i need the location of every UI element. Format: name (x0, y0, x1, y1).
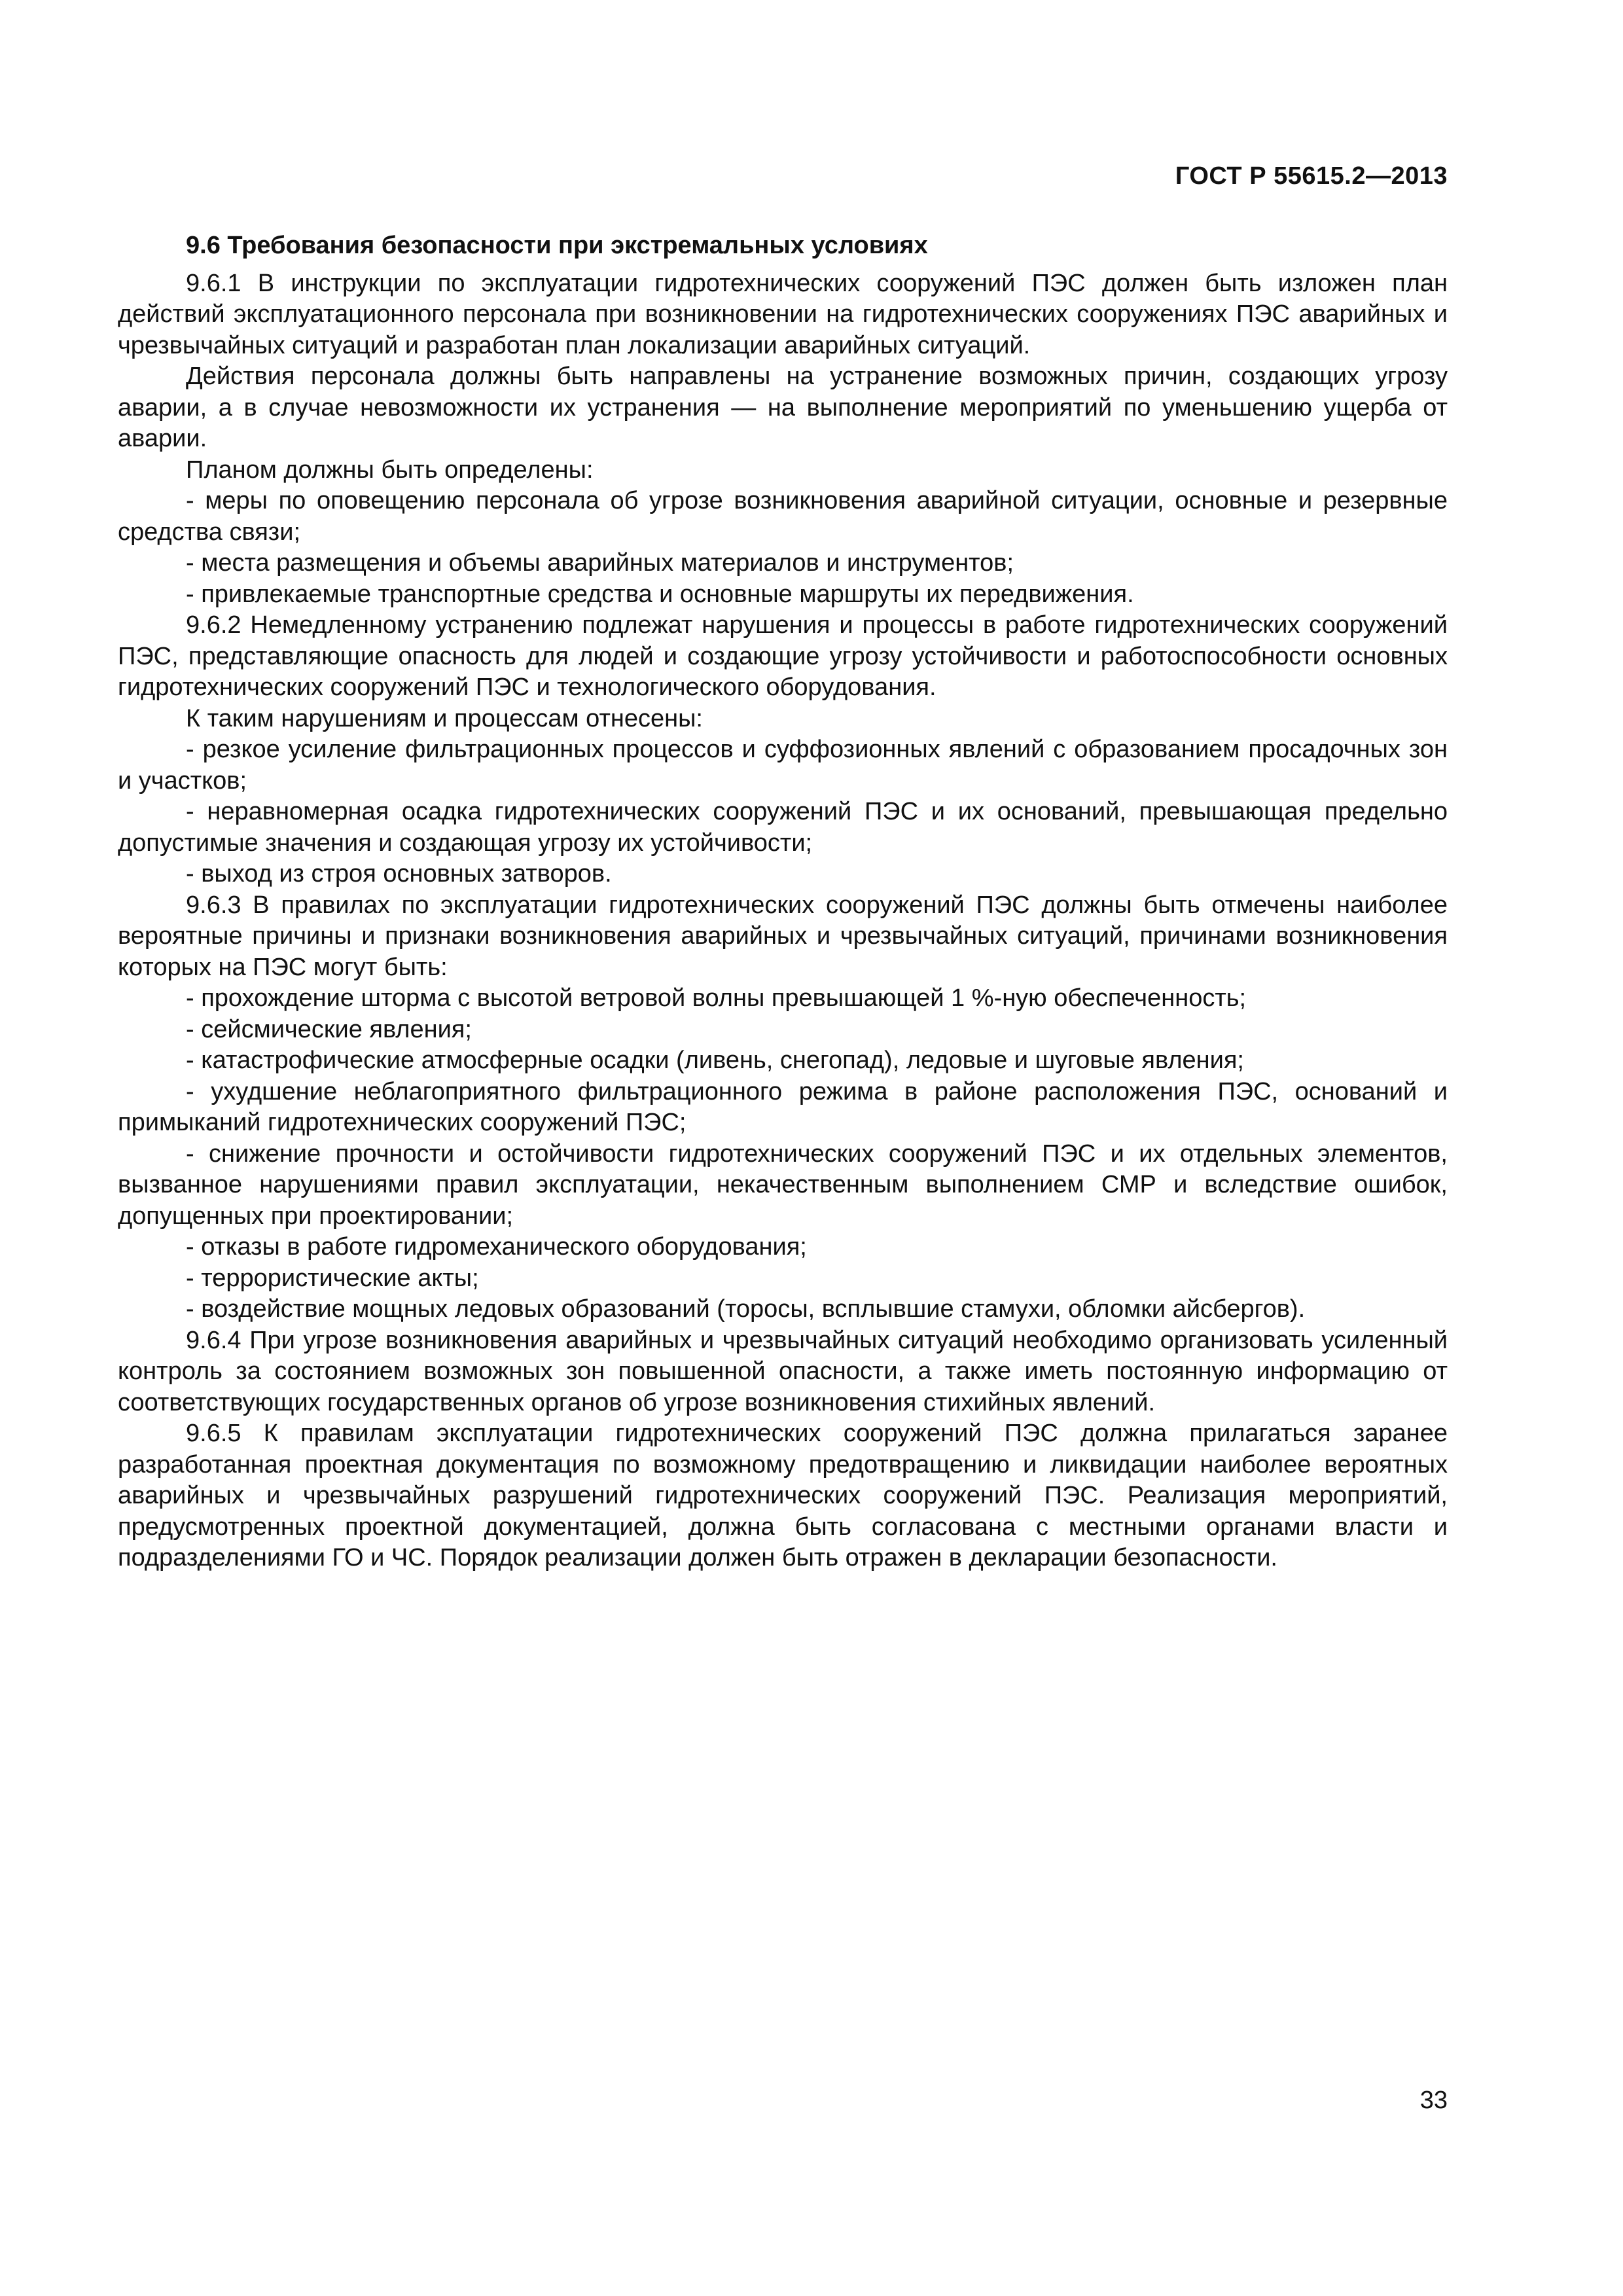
page-number: 33 (1419, 2087, 1448, 2114)
paragraph-violations-intro: К таким нарушениям и процессам отнесены: (186, 704, 703, 732)
list-item: - катастрофические атмосферные осадки (ливень, снегопад), ледовые и шуговые явления; (186, 1047, 1244, 1074)
list-item: - выход из строя основных затворов. (186, 860, 612, 888)
list-item: - террористические акты; (186, 1264, 479, 1292)
list-item: - сейсмические явления; (186, 1015, 472, 1043)
list-item: - воздействие мощных ледовых образований (торосы, всплывшие стамухи, обломки айсбергов). (186, 1295, 1306, 1323)
paragraph-plan-intro: Планом должны быть определены: (186, 456, 594, 484)
section-title: 9.6 Требования безопасности при экстремальных условиях (186, 232, 928, 259)
list-item: - ухудшение неблагоприятного фильтрационного режима в районе расположения ПЭС, оснований и примыканий гидротехнических сооружений ПЭС; (118, 1077, 1448, 1136)
list-item: - неравномерная осадка гидротехнических сооружений ПЭС и их оснований, превышающая предельно допустимые значения и создающая угрозу их устойчивости; (118, 798, 1448, 857)
paragraph-9-6-4: 9.6.4 При угрозе возникновения аварийных и чрезвычайных ситуаций необходимо организовать усиленный контроль за состоянием возможных зон повышенной опасности, а также иметь постоянную информацию от соответствующих государственных органов об угрозе возникновения стихийных явлений. (118, 1326, 1448, 1416)
list-item: - привлекаемые транспортные средства и основные маршруты их передвижения. (186, 580, 1134, 608)
list-item: - резкое усиление фильтрационных процессов и суффозионных явлений с образованием просадочных зон и участков; (118, 736, 1448, 795)
list-item: - места размещения и объемы аварийных материалов и инструментов; (186, 549, 1014, 577)
list-item: - отказы в работе гидромеханического оборудования; (186, 1233, 807, 1261)
list-item: - снижение прочности и остойчивости гидротехнических сооружений ПЭС и их отдельных элементов, вызванное нарушениями правил эксплуатации, некачественным выполнением СМР и вследствие ошибок, допущенных при проектировании; (118, 1139, 1448, 1230)
list-item: - меры по оповещению персонала об угрозе возникновения аварийной ситуации, основные и резервные средства связи; (118, 487, 1448, 546)
paragraph-9-6-1: 9.6.1 В инструкции по эксплуатации гидротехнических сооружений ПЭС должен быть изложен план действий эксплуатационного персонала при возникновении на гидротехнических сооружениях ПЭС аварийных и чрезвычайных ситуаций и разработан план локализации аварийных ситуаций. (118, 269, 1448, 359)
paragraph-9-6-5: 9.6.5 К правилам эксплуатации гидротехнических сооружений ПЭС должна прилагаться заранее разработанная проектная документация по возможному предотвращению и ликвидации наиболее вероятных аварийных и чрезвычайных разрушений гидротехнических сооружений ПЭС. Реализация мероприятий, предусмотренных проектной документацией, должна быть согласована с местными органами власти и подразделениями ГО и ЧС. Порядок реализации должен быть отражен в декларации безопасности. (118, 1420, 1448, 1571)
section-content (118, 230, 1448, 1574)
paragraph-9-6-2: 9.6.2 Немедленному устранению подлежат нарушения и процессы в работе гидротехнических сооружений ПЭС, представляющие опасность для людей и создающие угрозу устойчивости и работоспособности основных гидротехнических сооружений ПЭС и технологического оборудования. (118, 611, 1448, 701)
paragraph-actions: Действия персонала должны быть направлены на устранение возможных причин, создающих угрозу аварии, а в случае невозможности их устранения — на выполнение мероприятий по уменьшению ущерба от аварии. (118, 363, 1448, 452)
paragraph-9-6-3: 9.6.3 В правилах по эксплуатации гидротехнических сооружений ПЭС должны быть отмечены наиболее вероятные причины и признаки возникновения аварийных и чрезвычайных ситуаций, причинами возникновения которых на ПЭС могут быть: (118, 891, 1448, 981)
list-item: - прохождение шторма с высотой ветровой волны превышающей 1 %-ную обеспеченность; (186, 984, 1247, 1012)
document-code: ГОСТ Р 55615.2—2013 (1175, 162, 1448, 190)
